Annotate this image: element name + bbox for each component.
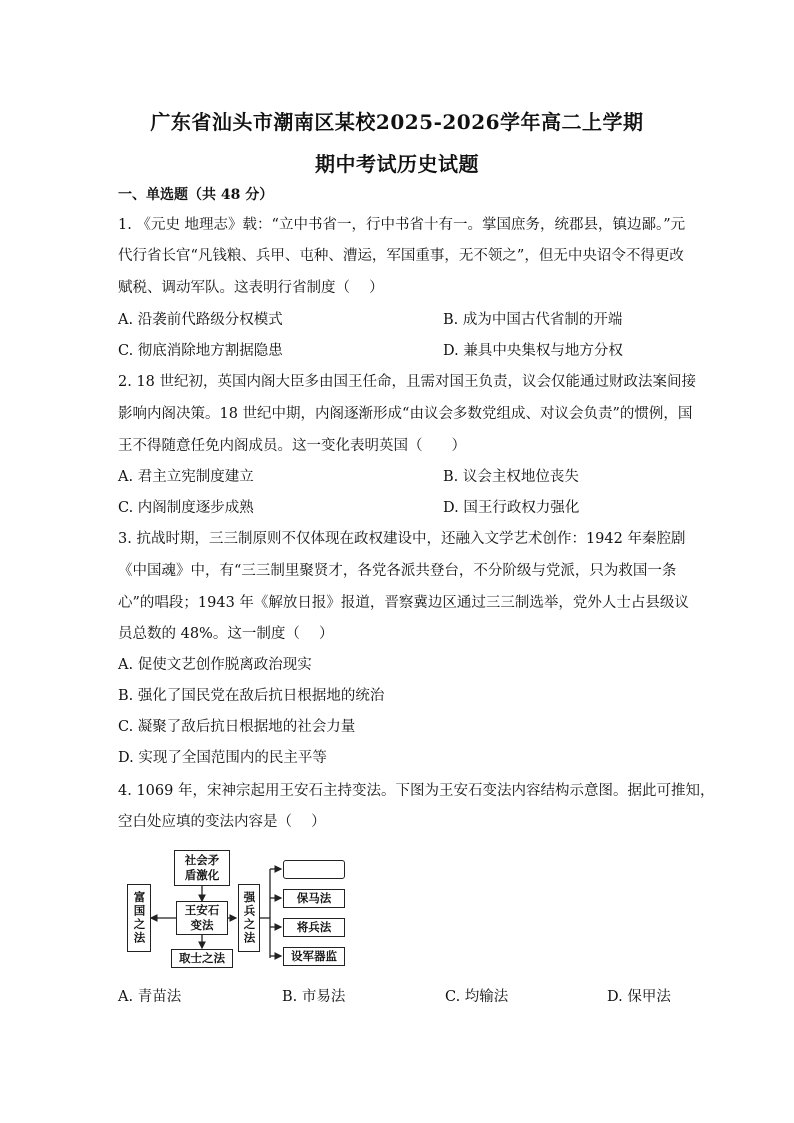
q3-option-b: B. 强化了国民党在敌后抗日根据地的统治 (118, 688, 385, 704)
q3-option-d: D. 实现了全国范围内的民主平等 (118, 750, 327, 766)
q4-line: 空白处应填的变法内容是（ ） (118, 814, 326, 830)
q4-line: 4. 1069 年，宋神宗起用王安石主持变法。下图为王安石变法内容结构示意图。据此可推知， (118, 783, 715, 799)
diagram-blank-box (283, 860, 345, 879)
q3-line: 心”的唱段；1943 年《解放日报》报道，晋察冀边区通过三三制选举，党外人士占县级议 (118, 595, 689, 611)
reform-structure-diagram (118, 848, 358, 973)
q2-option-b: B. 议会主权地位丧失 (443, 469, 579, 485)
q4-option-b: B. 市易法 (282, 989, 346, 1005)
q1-line: 代行省长官“凡钱粮、兵甲、屯种、漕运，军国重事，无不领之”，但无中央诏令不得更改 (118, 248, 684, 264)
diagram-left-label: 富国之法 (132, 891, 147, 945)
q2-line: 影响内阁决策。18 世纪中期，内阁逐渐形成“由议会多数党组成、对议会负责”的惯例，国 (118, 406, 693, 422)
q1-option-a: A. 沿袭前代路级分权模式 (118, 312, 283, 328)
q3-line: 员总数的 48%。这一制度（ ） (118, 626, 334, 642)
q2-option-a: A. 君主立宪制度建立 (118, 469, 254, 485)
diagram-left-box (127, 884, 151, 952)
diagram-right-label: 强兵之法 (242, 891, 257, 945)
q2-option-c: C. 内阁制度逐步成熟 (118, 500, 254, 516)
q2-line: 王不得随意任免内阁成员。这一变化表明英国（ ） (118, 438, 466, 454)
page-title-line2: 期中考试历史试题 (315, 152, 479, 176)
diagram-social-conflict-box: 社会矛 盾激化 (174, 850, 230, 886)
diagram-center-box: 王安石 变法 (176, 901, 228, 935)
q4-option-d: D. 保甲法 (607, 989, 671, 1005)
q1-option-b: B. 成为中国古代省制的开端 (443, 312, 623, 328)
diagram-right-box (238, 884, 260, 952)
q3-option-c: C. 凝聚了敌后抗日根据地的社会力量 (118, 719, 356, 735)
q1-line: 赋税、调动军队。这表明行省制度（ ） (118, 280, 384, 296)
q2-line: 2. 18 世纪初，英国内阁大臣多由国王任命，且需对国王负责，议会仅能通过财政法案间接 (118, 374, 696, 390)
q1-line: 1. 《元史 地理志》载：“立中书省一，行中书省十有一。掌国庶务，统郡县，镇边鄙。”元 (118, 217, 686, 233)
q1-option-d: D. 兼具中央集权与地方分权 (443, 343, 623, 359)
diagram-item-box: 将兵法 (283, 918, 345, 937)
q2-option-d: D. 国王行政权力强化 (443, 500, 580, 516)
q3-option-a: A. 促使文艺创作脱离政治现实 (118, 657, 312, 673)
diagram-item-box: 设军器监 (283, 947, 345, 966)
page-title-line1: 广东省汕头市潮南区某校2025-2026学年高二上学期 (150, 110, 644, 134)
q4-option-c: C. 均输法 (445, 989, 509, 1005)
diagram-bottom-box: 取士之法 (171, 949, 233, 968)
q4-option-a: A. 青苗法 (118, 989, 182, 1005)
diagram-item-box: 保马法 (283, 889, 345, 908)
q3-line: 《中国魂》中，有“三三制里聚贤才，各党各派共登台，不分阶级与党派，只为救国一条 (118, 563, 677, 579)
section-heading: 一、单选题（共 48 分） (118, 187, 274, 203)
q1-option-c: C. 彻底消除地方割据隐患 (118, 343, 283, 359)
q3-line: 3. 抗战时期，三三制原则不仅体现在政权建设中，还融入文学艺术创作：1942 年秦腔剧 (118, 531, 686, 547)
